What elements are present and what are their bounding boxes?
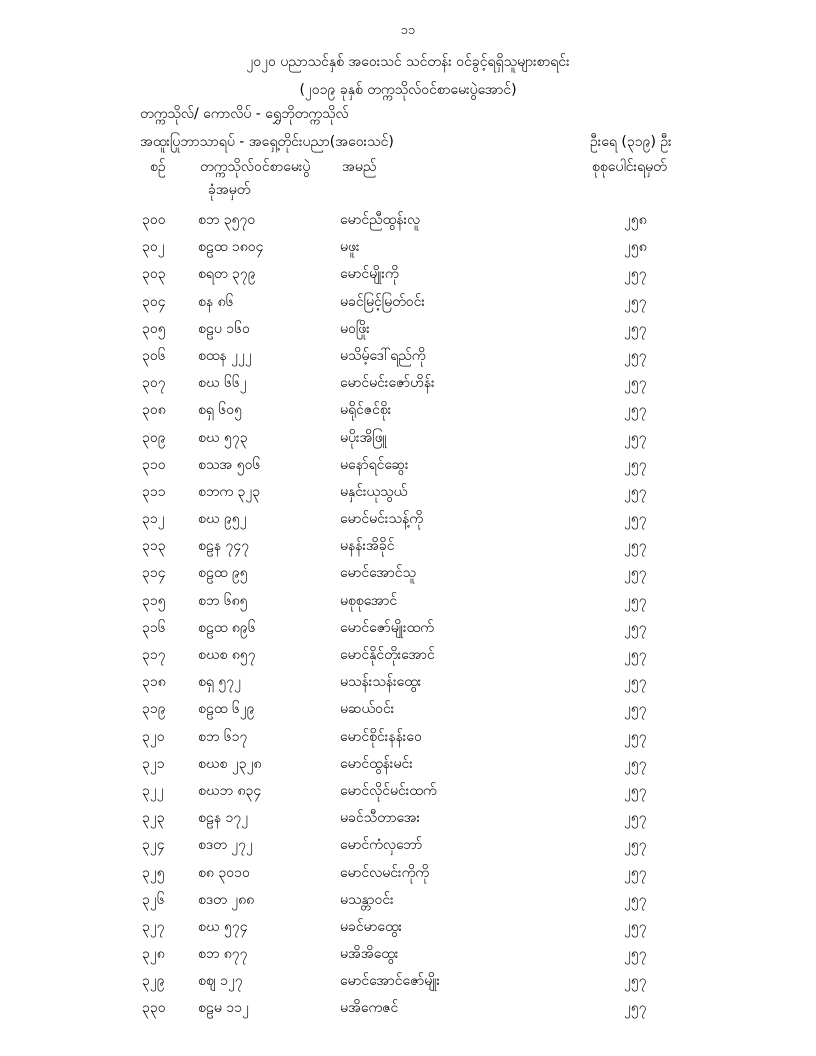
student-name: မောင်အောင်ဇော်မျိုး	[340, 973, 441, 990]
table-row	[0, 754, 816, 781]
table-row	[0, 264, 816, 291]
roll-number: စထန ၂၂၂	[198, 347, 252, 364]
table-row	[0, 210, 816, 237]
university-line: တက္ကသိုလ်/ ကောလိပ် - ရွှေဘိုတက္ကသိုလ်	[140, 106, 349, 122]
student-name: မောင်အောင်သူ	[340, 565, 417, 582]
department-line: အထူးပြုဘာသာရပ် - အရှေ့တိုင်းပညာ(အဝေးသင်)	[140, 134, 394, 150]
row-number: ၃၁၀	[142, 456, 166, 473]
table-row	[0, 863, 816, 890]
total-marks: ၂၅၇	[624, 728, 647, 745]
student-name: မဖူး	[340, 239, 360, 256]
row-number: ၃၂၅	[142, 864, 165, 881]
header-name: အမည်	[342, 159, 377, 175]
page-number: ၁၁	[400, 23, 416, 38]
roll-number: စဠထ ၈၉၆	[198, 619, 256, 636]
student-name: မနန်းအိခိုင်	[340, 538, 395, 555]
total-marks: ၂၅၇	[624, 837, 647, 854]
row-number: ၃၁၄	[142, 565, 166, 582]
row-number: ၃၂၀	[142, 728, 165, 745]
header-roll-line2: ခုံအမှတ်	[208, 182, 251, 198]
row-number: ၃၁၅	[142, 592, 166, 609]
roll-number: စဒတ ၂၈၈	[198, 891, 255, 908]
roll-number: စဃ ၉၅၂	[198, 511, 247, 528]
table-row	[0, 400, 816, 427]
student-name: မဆယ်ဝင်း	[340, 701, 395, 718]
total-marks: ၂၅၇	[624, 347, 647, 364]
table-row	[0, 591, 816, 618]
row-number: ၃၂၆	[142, 891, 165, 908]
row-number: ၃၀၂	[142, 239, 165, 256]
student-name: မစုစုအောင်	[340, 592, 398, 609]
student-name: မရိုင်ဇင်စိုး	[340, 402, 392, 419]
table-row	[0, 482, 816, 509]
total-marks: ၂၅၇	[624, 864, 647, 881]
total-marks: ၂၅၇	[624, 538, 647, 555]
table-row	[0, 373, 816, 400]
total-marks: ၂၅၇	[624, 320, 647, 337]
header-no: စဉ်	[150, 159, 166, 175]
student-name: မောင်ဇော်မျိုးထက်	[340, 619, 434, 636]
table-row	[0, 645, 816, 672]
row-number: ၃၃၀	[142, 1000, 166, 1017]
roll-number: စရှ ၅၇၂	[198, 674, 241, 691]
table-row	[0, 699, 816, 726]
total-marks: ၂၅၇	[624, 1000, 647, 1017]
total-marks: ၂၅၇	[624, 565, 647, 582]
row-number: ၃၂၂	[142, 782, 164, 799]
roll-number: စဠန ၁၇၂	[198, 810, 249, 827]
total-marks: ၂၅၇	[624, 619, 647, 636]
student-name: မပိုးအိဖြူ	[340, 429, 387, 446]
row-number: ၃၂၁	[142, 755, 165, 772]
roll-number: စဃ ၅၇၄	[198, 918, 248, 935]
row-number: ၃၁၈	[142, 674, 166, 691]
roll-number: စန ၈၆	[198, 293, 234, 310]
table-row	[0, 346, 816, 373]
row-number: ၃၂၄	[142, 837, 165, 854]
total-marks: ၂၅၇	[624, 810, 647, 827]
student-name: မောင်စိုင်းနန်းဝေ	[340, 728, 422, 745]
student-name: မအိအိထွေး	[340, 946, 399, 963]
total-marks: ၂၅၇	[624, 511, 647, 528]
row-number: ၃၀၈	[142, 402, 166, 419]
table-row	[0, 292, 816, 319]
roll-number: စဘ ၈၇၇	[198, 946, 248, 963]
total-marks: ၂၅၇	[624, 293, 647, 310]
roll-number: စဠထ ၁၈၀၄	[198, 239, 264, 256]
roll-number: စဒတ ၂၇၂	[198, 837, 253, 854]
table-row	[0, 618, 816, 645]
student-name: မသန္တာဝင်း	[340, 891, 394, 908]
total-marks: ၂၅၇	[624, 456, 647, 473]
table-row	[0, 536, 816, 563]
table-row	[0, 237, 816, 264]
table-row	[0, 944, 816, 971]
roll-number: စ၈ ၃၀၁၀	[198, 864, 250, 881]
table-row	[0, 971, 816, 998]
row-number: ၃၁၇	[142, 647, 166, 663]
row-number: ၃၂၉	[142, 973, 165, 990]
row-number: ၃၂၇	[142, 918, 165, 935]
total-marks: ၂၅၇	[624, 973, 647, 990]
student-name: မောင်နိုင်တိုးအောင်	[340, 647, 435, 663]
student-name: မောင်မင်းသန့်ကို	[340, 511, 423, 528]
table-row	[0, 727, 816, 754]
table-row	[0, 428, 816, 455]
table-row	[0, 509, 816, 536]
student-name: မသန်းသန်းထွေး	[340, 674, 422, 691]
table-row	[0, 808, 816, 835]
total-marks: ၂၅၈	[624, 239, 647, 256]
roll-number: စဠမ ၁၁၂	[198, 1000, 249, 1017]
row-number: ၃၂၈	[142, 946, 165, 963]
header-marks: စုစုပေါင်းရမှတ်	[592, 159, 667, 175]
row-number: ၃၀၄	[142, 293, 166, 310]
roll-number: စရတ ၃၇၉	[198, 266, 256, 283]
student-name: မောင်လိုင်မင်းထက်	[340, 782, 437, 799]
total-marks: ၂၅၇	[624, 918, 647, 935]
student-name: မောင်မင်းဇော်ဟိန်း	[340, 375, 435, 392]
total-count: ဦးရေ (၃၁၉) ဦး	[590, 134, 672, 150]
row-number: ၃၁၉	[142, 701, 166, 718]
table-row	[0, 835, 816, 862]
table-row	[0, 781, 816, 808]
total-marks: ၂၅၇	[624, 755, 647, 772]
student-name: မောင်ကံလှဘော်	[340, 837, 423, 854]
row-number: ၃၀၉	[142, 429, 166, 446]
roll-number: စဃ ၆၆၂	[198, 375, 247, 392]
table-row	[0, 455, 816, 482]
total-marks: ၂၅၈	[624, 212, 647, 228]
student-name: မောင်ညီထွန်းလူ	[340, 212, 421, 228]
student-name: မအိကေဇင်	[340, 1000, 399, 1017]
student-name: မောင်လမင်းကိုကို	[340, 864, 429, 881]
student-name: မောင်မျိုးကို	[340, 266, 399, 283]
student-name: မောင်ထွန်းမင်း	[340, 755, 413, 772]
table-row	[0, 563, 816, 590]
roll-number: စဘ ၆၈၅	[198, 592, 248, 609]
total-marks: ၂၅၇	[624, 592, 647, 609]
table-row	[0, 890, 816, 917]
row-number: ၃၀၆	[142, 347, 166, 364]
roll-number: စဃဘ ၈၃၄	[198, 782, 262, 799]
row-number: ၃၁၁	[142, 483, 166, 500]
row-number: ၃၀၅	[142, 320, 166, 337]
total-marks: ၂၅၇	[624, 429, 647, 446]
row-number: ၃၀၇	[142, 375, 166, 392]
roll-number: စဃ ၅၇၃	[198, 429, 248, 446]
roll-number: စဠပ ၁၆၀	[198, 320, 250, 337]
student-name: မခင်သီတာအေး	[340, 810, 421, 827]
table-row	[0, 319, 816, 346]
row-number: ၃၀၃	[142, 266, 166, 283]
total-marks: ၂၅၇	[624, 782, 647, 799]
total-marks: ၂၅၇	[624, 483, 647, 500]
student-name: မဝဖြိုး	[340, 320, 370, 337]
roll-number: စသအ ၅၀၆	[198, 456, 261, 473]
roll-number: စဃစ ၈၅၇	[198, 647, 256, 663]
table-row	[0, 672, 816, 699]
student-name: မနှင်းယုသွယ်	[340, 483, 408, 500]
total-marks: ၂၅၇	[624, 674, 647, 691]
total-marks: ၂၅၇	[624, 891, 647, 908]
total-marks: ၂၅၇	[624, 946, 647, 963]
roll-number: စဘ ၃၅၇၀	[198, 212, 256, 228]
header-roll: တက္ကသိုလ်ဝင်စာမေးပွဲ	[200, 159, 311, 175]
student-name: မခင်မာထွေး	[340, 918, 403, 935]
roll-number: စဈ ၁၂၇	[198, 973, 243, 990]
document-title: ၂၀၂၀ ပညာသင်နှစ် အဝေးသင် သင်တန်း ဝင်ခွင့်ရရှိသူများစာရင်း	[246, 54, 570, 70]
total-marks: ၂၅၇	[624, 402, 647, 419]
row-number: ၃၂၃	[142, 810, 165, 827]
roll-number: စဘက ၃၂၃	[198, 483, 261, 500]
row-number: ၃၁၆	[142, 619, 166, 636]
total-marks: ၂၅၇	[624, 701, 647, 718]
roll-number: စဠထ ၉၅	[198, 565, 248, 582]
table-row	[0, 917, 816, 944]
roll-number: စဃစ ၂၃၂၈	[198, 755, 262, 772]
total-marks: ၂၅၇	[624, 266, 647, 283]
student-name: မနော်ရင်ဆွေး	[340, 456, 409, 473]
row-number: ၃၁၂	[142, 511, 165, 528]
student-list	[0, 210, 816, 1026]
student-name: မသိမ့်ဒေါ်ရည်ကို	[340, 347, 426, 364]
roll-number: စဠထ ၆၂၉	[198, 701, 255, 718]
student-name: မခင်မြင့်မြတ်ဝင်း	[340, 293, 425, 310]
table-row	[0, 998, 816, 1025]
roll-number: စရှ ၆၀၅	[198, 402, 242, 419]
row-number: ၃၀၀	[142, 212, 166, 228]
roll-number: စဘ ၆၁၇	[198, 728, 248, 745]
roll-number: စဠန ၇၄၇	[198, 538, 250, 555]
document-subtitle: (၂၀၁၉ ခုနှစ် တက္ကသိုလ်ဝင်စာမေးပွဲအောင်)	[299, 82, 517, 98]
total-marks: ၂၅၇	[624, 375, 647, 392]
total-marks: ၂၅၇	[624, 647, 647, 663]
row-number: ၃၁၃	[142, 538, 166, 555]
